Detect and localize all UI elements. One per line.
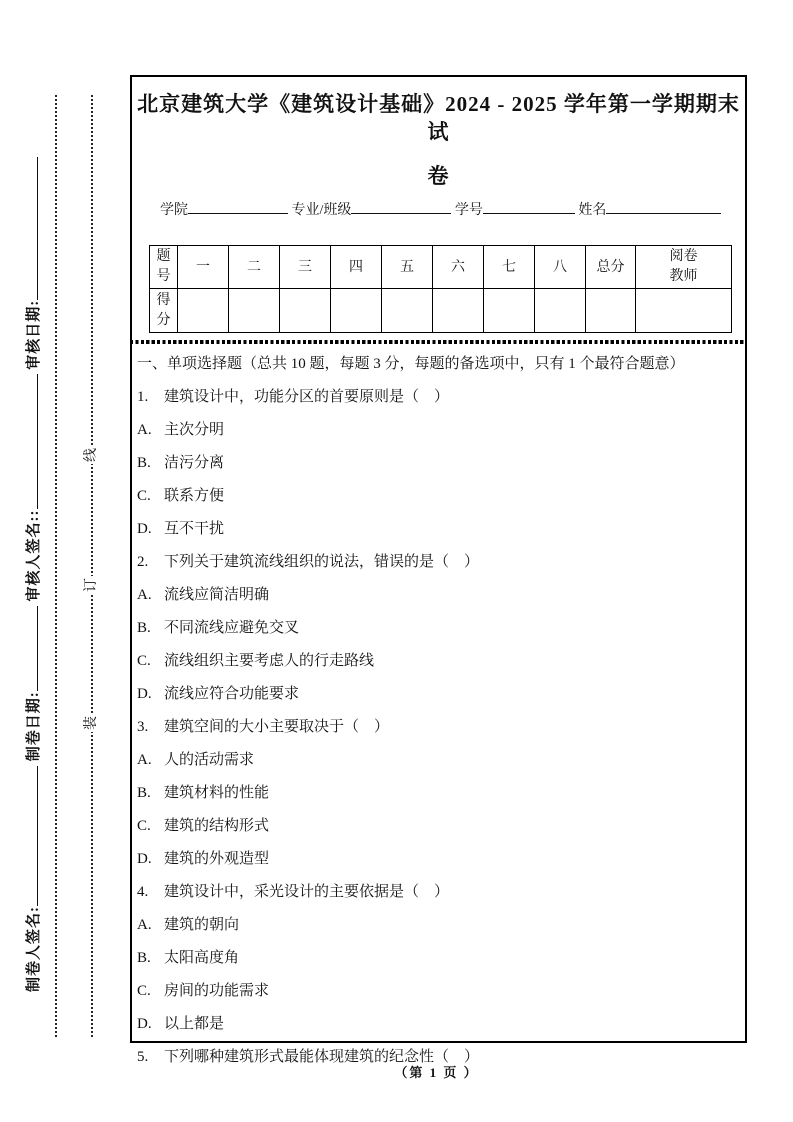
option-line — [137, 678, 745, 711]
exam-title-line-2: 卷 — [427, 164, 450, 188]
question-text: 下列关于建筑流线组织的说法，错误的是（ ） — [164, 553, 480, 570]
margin-label: 制卷人签名: — [26, 906, 42, 992]
option-line — [137, 480, 745, 513]
option-label: A. — [137, 916, 152, 933]
question-line — [137, 546, 745, 579]
score-empty-cell — [535, 289, 586, 333]
option-label: B. — [137, 949, 151, 966]
question-text: 建筑设计中，采光设计的主要依据是（ ） — [164, 883, 450, 900]
field-blank-name — [606, 198, 721, 214]
option-label: D. — [137, 1015, 152, 1032]
score-table-header-cell: 七 — [484, 246, 535, 289]
field-label-student-id: 学号 — [454, 203, 483, 218]
question-text: 建筑设计中，功能分区的首要原则是（ ） — [164, 388, 450, 405]
option-text: 建筑的外观造型 — [164, 850, 270, 867]
option-line — [137, 777, 745, 810]
option-line — [137, 975, 745, 1008]
option-text: 房间的功能需求 — [164, 982, 270, 999]
question-line — [137, 381, 745, 414]
question-text: 下列哪种建筑形式最能体现建筑的纪念性（ ） — [164, 1048, 480, 1065]
option-label: B. — [137, 784, 151, 801]
exam-sheet — [130, 75, 747, 1065]
option-text: 流线应符合功能要求 — [164, 685, 300, 702]
student-info-row — [160, 198, 745, 222]
score-table-header-cell: 八 — [535, 246, 586, 289]
option-label: B. — [137, 454, 151, 471]
option-line — [137, 513, 745, 546]
margin-label: 审核人签名:: — [26, 509, 42, 602]
option-label: C. — [137, 487, 151, 504]
option-label: C. — [137, 652, 151, 669]
field-label-name: 姓名 — [578, 203, 607, 218]
score-empty-cell — [382, 289, 433, 333]
option-label: A. — [137, 586, 152, 603]
option-text: 洁污分离 — [164, 454, 225, 471]
option-text: 流线组织主要考虑人的行走路线 — [164, 652, 375, 669]
option-text: 太阳高度角 — [164, 949, 240, 966]
option-line — [137, 414, 745, 447]
score-table-header-row — [150, 246, 732, 289]
score-table-header-cell: 四 — [331, 246, 382, 289]
option-label: D. — [137, 685, 152, 702]
question-area — [137, 348, 745, 1074]
option-text: 不同流线应避免交叉 — [164, 619, 300, 636]
option-line — [137, 612, 745, 645]
option-label: D. — [137, 850, 152, 867]
score-empty-cell — [178, 289, 229, 333]
field-label-college: 学院 — [160, 203, 188, 218]
score-table-header-cell: 总分 — [586, 246, 636, 289]
score-table-header-cell: 阅卷教师 — [636, 246, 732, 289]
binding-line-char: 订 — [81, 576, 103, 594]
score-empty-cell — [229, 289, 280, 333]
score-empty-cell — [636, 289, 732, 333]
margin-audit-labels — [23, 147, 43, 992]
dotted-separator — [130, 340, 747, 344]
option-line — [137, 579, 745, 612]
page-footer: （第 1 页 ） — [394, 1065, 479, 1080]
binding-dotted-line — [91, 95, 93, 1037]
binding-line-char: 装 — [81, 714, 103, 732]
score-table-header-cell: 五 — [382, 246, 433, 289]
option-label: C. — [137, 817, 151, 834]
question-text: 建筑空间的大小主要取决于（ ） — [164, 718, 390, 735]
option-label: C. — [137, 982, 151, 999]
question-number: 3. — [137, 718, 149, 735]
option-text: 以上都是 — [164, 1015, 225, 1032]
margin-blank-line — [23, 606, 38, 691]
option-text: 互不干扰 — [164, 520, 225, 537]
field-blank-major-class — [351, 198, 451, 214]
option-line — [137, 1008, 745, 1041]
question-list — [137, 381, 745, 1074]
score-empty-cell — [280, 289, 331, 333]
question-number: 5. — [137, 1048, 149, 1065]
option-text: 建筑的朝向 — [164, 916, 240, 933]
question-number: 2. — [137, 553, 149, 570]
score-label-cell: 得分 — [150, 289, 178, 333]
score-table — [149, 245, 732, 333]
field-label-major-class: 专业/班级 — [291, 203, 352, 218]
margin-blank-line — [23, 375, 38, 510]
score-table-header-cell: 三 — [280, 246, 331, 289]
score-table-header-cell: 六 — [433, 246, 484, 289]
margin-blank-line — [23, 157, 38, 300]
margin-blank-line — [23, 766, 38, 906]
question-line — [137, 876, 745, 909]
score-empty-cell — [433, 289, 484, 333]
option-line — [137, 744, 745, 777]
score-empty-cell — [586, 289, 636, 333]
question-number: 1. — [137, 388, 149, 405]
score-table-score-row — [150, 289, 732, 333]
option-text: 建筑的结构形式 — [164, 817, 270, 834]
option-line — [137, 447, 745, 480]
binding-line-char: 线 — [81, 446, 103, 464]
exam-title-line-1: 北京建筑大学《建筑设计基础》2024 - 2025 学年第一学期期末试 — [137, 92, 740, 144]
score-empty-cell — [331, 289, 382, 333]
option-line — [137, 843, 745, 876]
option-label: D. — [137, 520, 152, 537]
option-text: 联系方便 — [164, 487, 225, 504]
option-text: 流线应简洁明确 — [164, 586, 270, 603]
score-table-header-cell: 一 — [178, 246, 229, 289]
question-line — [137, 711, 745, 744]
field-blank-college — [188, 198, 288, 214]
option-text: 人的活动需求 — [164, 751, 255, 768]
score-table-header-cell: 题号 — [150, 246, 178, 289]
option-label: B. — [137, 619, 151, 636]
option-text: 主次分明 — [164, 421, 225, 438]
option-text: 建筑材料的性能 — [164, 784, 270, 801]
section-heading: 一、单项选择题（总共 10 题，每题 3 分，每题的备选项中，只有 1 个最符合题意） — [137, 355, 685, 372]
score-table-header-cell: 二 — [229, 246, 280, 289]
option-line — [137, 810, 745, 843]
question-number: 4. — [137, 883, 149, 900]
margin-label: 制卷日期: — [26, 691, 42, 762]
score-empty-cell — [484, 289, 535, 333]
option-label: A. — [137, 751, 152, 768]
margin-fold-dotted-line — [55, 95, 57, 1037]
option-line — [137, 909, 745, 942]
option-line — [137, 942, 745, 975]
margin-label: 审核日期: — [26, 299, 42, 370]
option-line — [137, 645, 745, 678]
option-label: A. — [137, 421, 152, 438]
field-blank-student-id — [483, 198, 575, 214]
